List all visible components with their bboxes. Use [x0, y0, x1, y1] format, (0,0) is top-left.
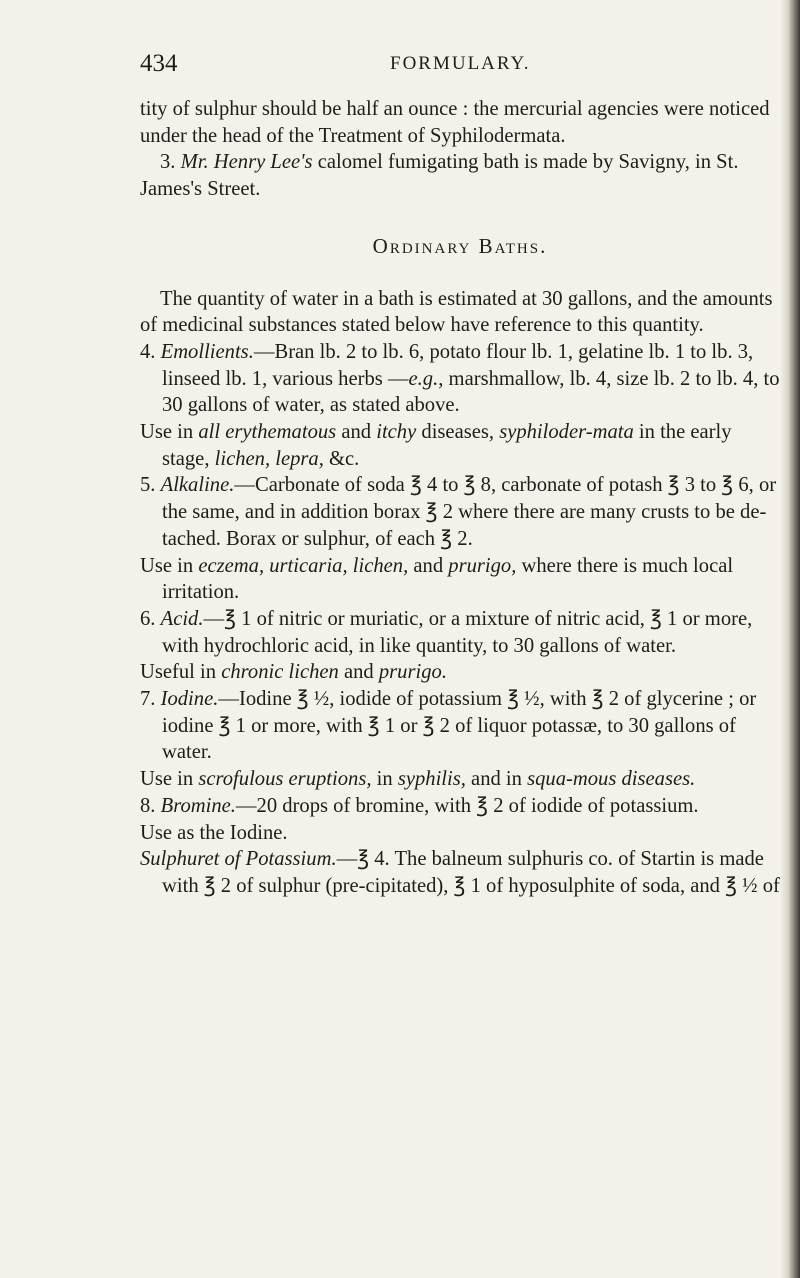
item-4: 4. Emollients.—Bran lb. 2 to lb. 6, potato flour lb. 1, gelatine lb. 1 to lb. 3, linseed lb. 1, various herbs —e.g., marshmallow, lb. 4, size lb. 2 to lb. 4, to 30 gallons of water, as stated above. [140, 340, 780, 417]
page-header [140, 50, 780, 86]
page-body [140, 96, 780, 900]
item-8-use: Use as the Iodine. [140, 821, 288, 844]
section-title: Ordinary Baths. [372, 233, 548, 258]
item-6: 6. Acid.—℥ 1 of nitric or muriatic, or a mixture of nitric acid, ℥ 1 or more, with hydrochloric acid, in like quantity, to 30 gallons of water. [140, 607, 753, 657]
item-6-use: Useful in chronic lichen and prurigo. [140, 661, 447, 684]
item-3: 3. Mr. Henry Lee's calomel fumigating bath is made by Savigny, in St. James's Street. [140, 151, 739, 201]
item-7: 7. Iodine.—Iodine ℥ ½, iodide of potassium ℥ ½, with ℥ 2 of glycerine ; or iodine ℥ 1 or more, with ℥ 1 or ℥ 2 of liquor potassæ, to 30 gallons of water. [140, 688, 757, 764]
item-9: Sulphuret of Potassium.—℥ 4. The balneum sulphuris co. of Startin is made with ℥ 2 of sulphur (pre-cipitated), ℥ 1 of hyposulphite of soda, and ℥ ½ of [140, 848, 780, 897]
item-8: 8. Bromine.—20 drops of bromine, with ℥ 2 of iodide of potassium. [140, 794, 699, 817]
item-5: 5. Alkaline.—Carbonate of soda ℥ 4 to ℥ 8, carbonate of potash ℥ 3 to ℥ 6, or the same, and in addition borax ℥ 2 where there are many crusts to be de-tached. Borax or sulphur, of each ℥ 2. [140, 474, 777, 550]
intro-paragraph: The quantity of water in a bath is estimated at 30 gallons, and the amounts of medicinal substances stated below have reference to this quantity. [140, 287, 773, 337]
book-spine-shadow [780, 0, 800, 1278]
continued-paragraph: tity of sulphur should be half an ounce : the mercurial agencies were noticed under the head of the Treatment of Syphilodermata. [140, 98, 770, 147]
item-4-use: Use in all erythematous and itchy diseases, syphiloder-mata in the early stage, lichen, lepra, &c. [140, 421, 732, 470]
page-number: 434 [140, 50, 178, 77]
running-head: FORMULARY. [390, 53, 531, 74]
item-7-use: Use in scrofulous eruptions, in syphilis, and in squa-mous diseases. [140, 768, 696, 791]
item-5-use: Use in eczema, urticaria, lichen, and prurigo, where there is much local irritation. [140, 554, 734, 604]
